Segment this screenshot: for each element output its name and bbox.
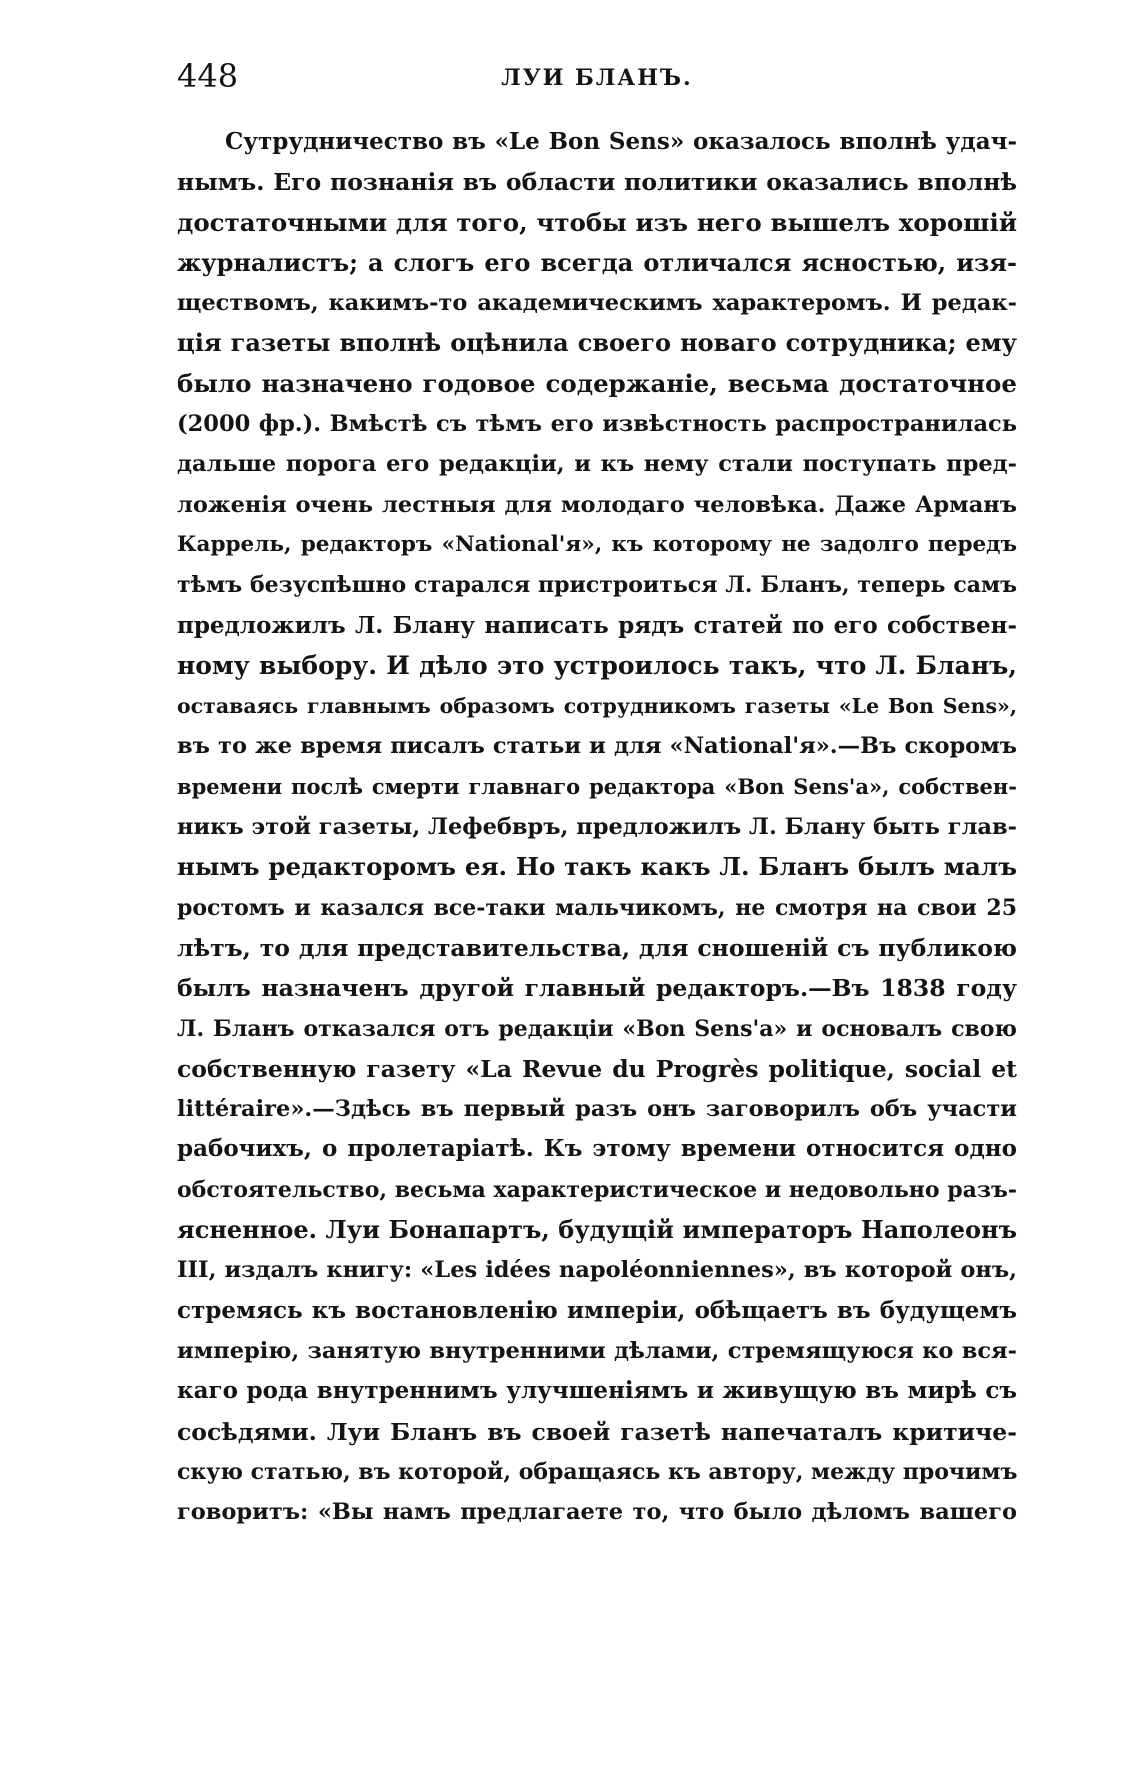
- text-line: ному выбору. И дѣло это устроилось такъ, что Л. Бланъ,: [177, 650, 1017, 680]
- text-line: Каррель, редакторъ «National'я», къ которому не задолго передъ: [177, 531, 1017, 557]
- text-line: ложенія очень лестныя для молодаго человѣка. Даже Арманъ: [177, 491, 1017, 518]
- text-line: достаточными для того, чтобы изъ него вышелъ хорошій: [177, 207, 1017, 237]
- text-line: каго рода внутреннимъ улучшеніямъ и живущую въ мирѣ съ: [177, 1377, 1017, 1405]
- text-line: никъ этой газеты, Лефебвръ, предложилъ Л. Блану быть глав-: [177, 814, 1017, 841]
- text-line: ясненное. Луи Бонапартъ, будущій императоръ Наполеонъ: [177, 1215, 1017, 1245]
- text-line: нымъ редакторомъ ея. Но такъ какъ Л. Бланъ былъ малъ: [177, 852, 1017, 882]
- text-line: (2000 фр.). Вмѣстѣ съ тѣмъ его извѣстность распространилась: [177, 411, 1017, 438]
- text-line: журналистъ; а слогъ его всегда отличался ясностью, изя-: [177, 247, 1017, 277]
- text-line: лѣтъ, то для представительства, для сношеній съ публикою: [177, 933, 1017, 962]
- text-line: ція газеты вполнѣ оцѣнила своего новаго сотрудника; ему: [177, 328, 1017, 358]
- text-line: сосѣдями. Луи Бланъ въ своей газетѣ напечаталъ критиче-: [177, 1417, 1017, 1446]
- text-line: стремясь къ востановленію имперіи, обѣщаетъ въ будущемъ: [177, 1296, 1017, 1324]
- page-header: [177, 54, 1017, 98]
- body-text: [177, 122, 1017, 1532]
- text-line: обстоятельство, весьма характеристическое и недовольно разъ-: [177, 1176, 1017, 1203]
- text-line: ществомъ, какимъ-то академическимъ характеромъ. И редак-: [177, 290, 1017, 317]
- page-number: 448: [177, 57, 239, 95]
- text-line: littéraire».—Здѣсь въ первый разъ онъ заговорилъ объ участи: [177, 1096, 1017, 1123]
- text-line: предложилъ Л. Блану написать рядъ статей по его собствен-: [177, 611, 1017, 639]
- text-line: рабочихъ, о пролетаріатѣ. Къ этому времени относится одно: [177, 1135, 1017, 1163]
- text-line: III, издалъ книгу: «Les idées napoléonniennes», въ которой онъ,: [177, 1257, 1017, 1284]
- text-line: въ то же время писалъ статьи и для «National'я».—Въ скоромъ: [177, 733, 1017, 760]
- text-line: имперію, занятую внутренними дѣлами, стремящуюся ко вся-: [177, 1337, 1017, 1364]
- text-line: дальше порога его редакціи, и къ нему стали поступать пред-: [177, 451, 1017, 478]
- text-line: говоритъ: «Вы намъ предлагаете то, что было дѣломъ вашего: [177, 1499, 1017, 1526]
- text-line: нымъ. Его познанія въ области политики оказались вполнѣ: [177, 168, 1017, 197]
- text-line: тѣмъ безуспѣшно старался пристроиться Л. Бланъ, теперь самъ: [177, 572, 1017, 599]
- text-line: ростомъ и казался все-таки мальчикомъ, не смотря на свои 25: [177, 894, 1017, 921]
- running-head: ЛУИ БЛАНЪ.: [501, 65, 693, 91]
- text-line: собственную газету «La Revue du Progrès politique, social et: [177, 1054, 1017, 1083]
- text-line: Л. Бланъ отказался отъ редакціи «Bon Sens'а» и основалъ свою: [177, 1015, 1017, 1042]
- text-line: времени послѣ смерти главнаго редактора «Bon Sens'а», собствен-: [177, 773, 1017, 799]
- text-line: было назначено годовое содержаніе, весьма достаточное: [177, 368, 1017, 398]
- text-line: Сутрудничество въ «Le Bon Sens» оказалось вполнѣ удач-: [225, 128, 1017, 155]
- text-line: скую статью, въ которой, обращаясь къ автору, между прочимъ: [177, 1458, 1017, 1485]
- text-line: оставаясь главнымъ образомъ сотрудникомъ газеты «Le Bon Sens»,: [177, 694, 1017, 719]
- text-line: былъ назначенъ другой главный редакторъ.—Въ 1838 году: [177, 974, 1017, 1003]
